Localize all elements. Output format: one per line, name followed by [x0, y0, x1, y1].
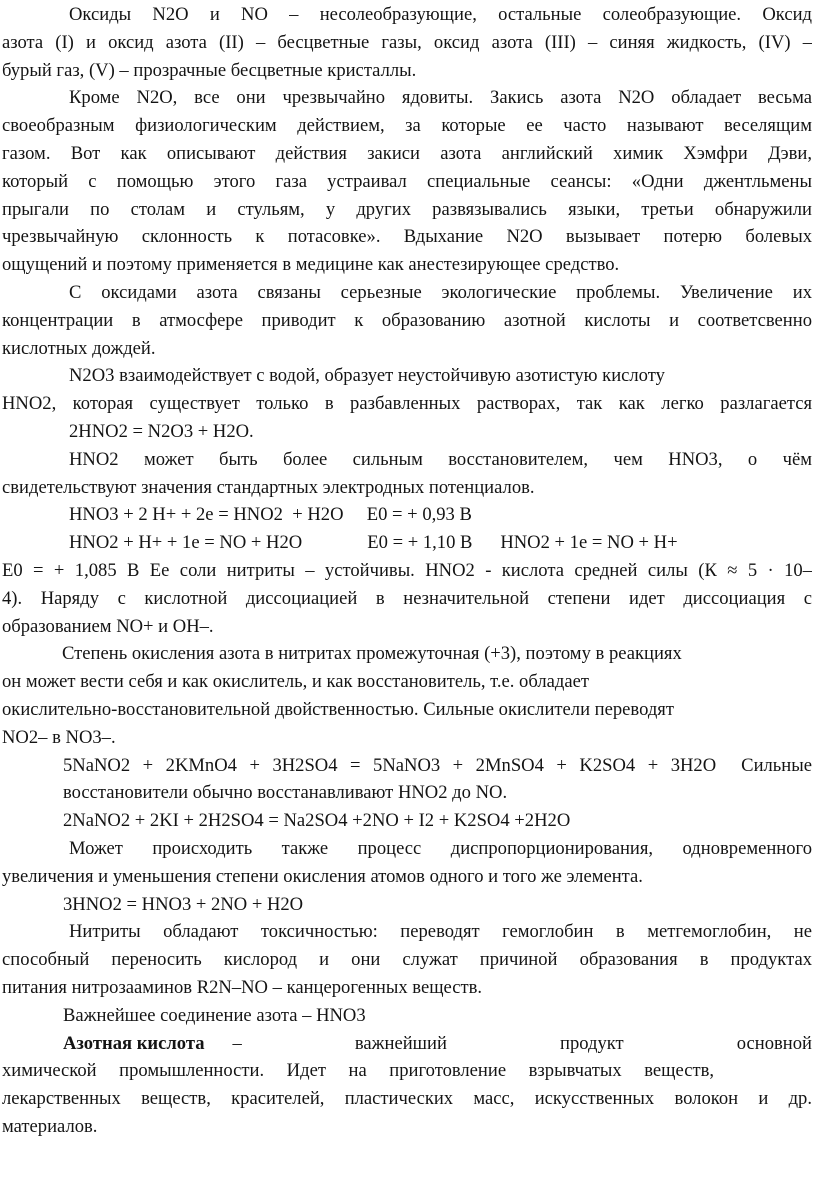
equation-line: HNO3 + 2 H+ + 2e = HNO2 + H2O E0 = + 0,93 В — [69, 504, 472, 525]
text-line: Кроме N2O, все они чрезвычайно ядовиты. Закись азота N2O обладает весьма — [69, 87, 812, 108]
text-line: азота (I) и оксид азота (II) – бесцветные газы, оксид азота (III) – синяя жидкость, (IV) – — [2, 32, 812, 53]
text-line: NO2– в NO3–. — [2, 727, 116, 748]
text-line: своеобразным физиологическим действием, за которые ее часто называют веселящим — [2, 115, 812, 136]
text-line: восстановители обычно восстанавливают HNO2 до NO. — [63, 782, 508, 803]
text-line: E0 = + 1,085 В Ее соли нитриты – устойчивы. HNO2 - кислота средней силы (К ≈ 5 · 10– — [2, 560, 812, 581]
text-span: – важнейший продукт основной — [232, 1033, 812, 1054]
text-line: кислотных дождей. — [2, 338, 156, 359]
text-line: окислительно-восстановительной двойственностью. Сильные окислители переводят — [2, 699, 674, 720]
text-line: свидетельствуют значения стандартных электродных потенциалов. — [2, 477, 535, 498]
text-line: HNO2, которая существует только в разбавленных растворах, так как легко разлагается — [2, 393, 812, 414]
text-line: Нитриты обладают токсичностью: переводят гемоглобин в метгемоглобин, не — [69, 921, 812, 942]
text-line: Важнейшее соединение азота – HNO3 — [63, 1005, 366, 1026]
text-line: 4). Наряду с кислотной диссоциацией в незначительной степени идет диссоциация с — [2, 588, 812, 609]
text-line: лекарственных веществ, красителей, пластических масс, искусственных волокон и др. — [2, 1088, 812, 1109]
equation-line: 5NaNO2 + 2KMnO4 + 3H2SO4 = 5NaNO3 + 2MnSO4 + K2SO4 + 3H2O Сильные — [63, 755, 812, 776]
text-line: N2O3 взаимодействует с водой, образует неустойчивую азотистую кислоту — [69, 365, 665, 386]
text-line: HNO2 может быть более сильным восстановителем, чем HNO3, о чём — [69, 449, 812, 470]
equation-line: HNO2 + H+ + 1e = NO + H2O E0 = + 1,10 В HNO2 + 1e = NO + H+ — [69, 532, 678, 553]
text-line: концентрации в атмосфере приводит к образованию азотной кислоты и соответсвенно — [2, 310, 812, 331]
text-line: чрезвычайную склонность к потасовке». Вдыхание N2O вызывает потерю болевых — [2, 226, 812, 247]
text-line: он может вести себя и как окислитель, и как восстановитель, т.е. обладает — [2, 671, 589, 692]
text-line: увеличения и уменьшения степени окисления атомов одного и того же элемента. — [2, 866, 643, 887]
text-line: образованием NO+ и OH–. — [2, 616, 214, 637]
text-line: химической промышленности. Идет на приготовление взрывчатых веществ, — [2, 1060, 714, 1081]
equation-line: 3HNO2 = HNO3 + 2NO + H2O — [63, 894, 304, 915]
equation-line: 2NaNO2 + 2KI + 2H2SO4 = Na2SO4 +2NO + I2 + K2SO4 +2H2O — [63, 810, 571, 831]
text-line: ощущений и поэтому применяется в медицине как анестезирующее средство. — [2, 254, 620, 275]
bold-term: Азотная кислота — [63, 1033, 205, 1054]
text-line: 2HNO2 = N2O3 + H2O. — [69, 421, 254, 442]
text-line: бурый газ, (V) – прозрачные бесцветные кристаллы. — [2, 60, 417, 81]
text-line: прыгали по столам и стульям, у других развязывались языки, третьи обнаружили — [2, 199, 812, 220]
text-line: газом. Вот как описывают действия закиси азота английский химик Хэмфри Дэви, — [2, 143, 812, 164]
text-line: материалов. — [2, 1116, 98, 1137]
text-line: Может происходить также процесс диспропорционирования, одновременного — [69, 838, 812, 859]
text-line — [63, 1030, 812, 1057]
text-line: который с помощью этого газа устраивал специальные сеансы: «Одни джентльмены — [2, 171, 812, 192]
text-line: питания нитрозааминов R2N–NO – канцерогенных веществ. — [2, 977, 483, 998]
text-line: способный переносить кислород и они служат причиной образования в продуктах — [2, 949, 812, 970]
text-line: С оксидами азота связаны серьезные экологические проблемы. Увеличение их — [69, 282, 812, 303]
text-line: Степень окисления азота в нитритах промежуточная (+3), поэтому в реакциях — [62, 643, 682, 664]
text-line: Оксиды N2O и NO – несолеобразующие, остальные солеобразующие. Оксид — [69, 4, 812, 25]
